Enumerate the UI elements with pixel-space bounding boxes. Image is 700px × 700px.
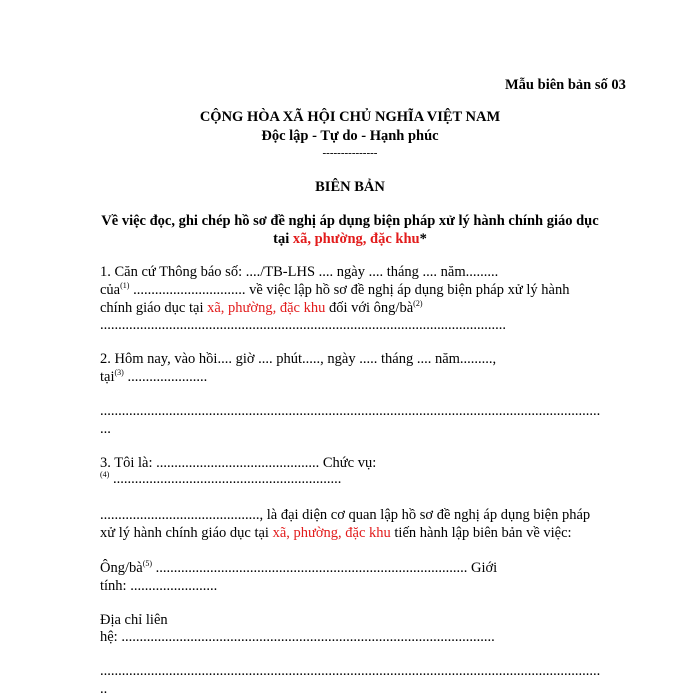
address-label: Địa chỉ liên: [100, 612, 168, 628]
section3-line-2: [100, 470, 341, 488]
subtitle-line-1: Về việc đọc, ghi chép hồ sơ đề nghị áp dụng biện pháp xử lý hành chính giáo dục: [101, 213, 599, 229]
footnote-2: (2): [413, 299, 423, 309]
section3-line-4-prefix: xử lý hành chính giáo dục tại: [100, 525, 273, 541]
section2-line-1: 2. Hôm nay, vào hồi.... giờ .... phút....., ngày ..... tháng .... năm.........,: [100, 351, 497, 367]
person-label: Ông/bà: [100, 560, 143, 576]
section1-of: của: [100, 282, 121, 298]
section3-line-4-suffix: tiến hành lập biên bản về việc:: [390, 525, 572, 541]
section1-line-3-suffix: đối với ông/bà: [325, 300, 414, 316]
footnote-1: (1): [120, 281, 130, 291]
section2-line-3: ..........................................................................................................................................: [100, 403, 601, 419]
section1-line-3: [100, 299, 422, 317]
section1-line-4: ................................................................................................................: [100, 317, 506, 333]
section3-line-1: 3. Tôi là: ............................................. Chức vụ:: [100, 455, 377, 471]
footnote-5: (5): [142, 559, 153, 569]
section3-line-2-rest: ...............................................................: [109, 471, 342, 487]
document-title: BIÊN BẢN: [315, 179, 385, 195]
section2-at: tại: [100, 369, 115, 385]
section3-line-4: [100, 524, 572, 542]
person-line-1-rest: ...................................................................................... Giới: [152, 560, 498, 576]
section2-line-2: [100, 368, 207, 386]
section2-line-2-rest: ......................: [123, 369, 208, 385]
subtitle-asterisk: *: [419, 231, 427, 247]
section1-line-3-prefix: chính giáo dục tại: [100, 300, 208, 316]
section1-line-2: [100, 281, 569, 299]
section2-line-4: ...: [100, 421, 111, 437]
section1-line-1: 1. Căn cứ Thông báo số: ..../TB-LHS .... ngày .... tháng .... năm.........: [100, 264, 499, 280]
gender-line: tính: ........................: [100, 578, 218, 594]
footer-line-2: ..: [100, 681, 108, 697]
subtitle-locality: xã, phường, đặc khu: [292, 231, 420, 247]
footnote-3: (3): [114, 368, 124, 378]
section3-locality: xã, phường, đặc khu: [272, 525, 391, 541]
section1-line-2-rest: ............................... về việc lập hồ sơ đề nghị áp dụng biện pháp xử lý hành: [129, 282, 570, 298]
contact-line: hệ: .......................................................................................................: [100, 629, 495, 645]
subtitle-line-2: [0, 230, 700, 248]
section3-line-3: ............................................, là đại diện cơ quan lập hồ sơ đề nghị áp dụng biện pháp: [100, 507, 591, 523]
country-name: CỘNG HÒA XÃ HỘI CHỦ NGHĨA VIỆT NAM: [199, 109, 501, 125]
form-number: Mẫu biên bản số 03: [505, 77, 626, 93]
subtitle-prefix: tại: [273, 231, 293, 247]
footnote-4: (4): [100, 470, 110, 480]
person-line-1: [100, 559, 497, 577]
header-separator: ---------------: [322, 147, 378, 159]
national-motto: Độc lập - Tự do - Hạnh phúc: [261, 128, 439, 144]
section1-locality: xã, phường, đặc khu: [207, 300, 326, 316]
footer-line-1: ..........................................................................................................................................: [100, 663, 601, 679]
